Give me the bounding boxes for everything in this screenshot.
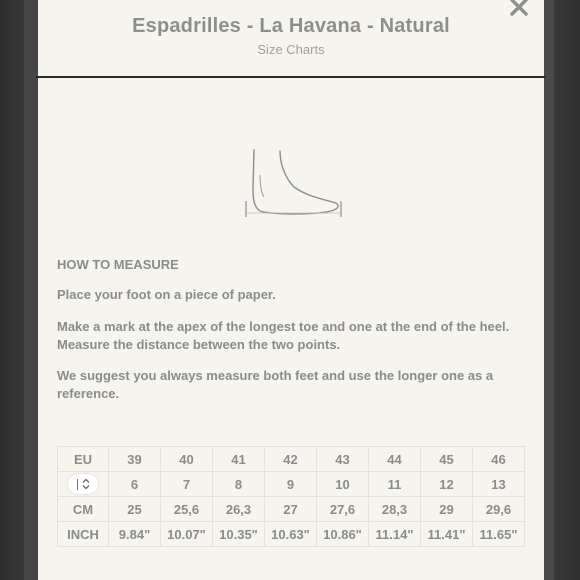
header-divider (36, 76, 546, 78)
measure-paragraph: Place your foot on a piece of paper. (57, 287, 276, 302)
table-cell: 11 (369, 472, 421, 497)
background-right (544, 0, 580, 580)
table-cell: 6 (109, 472, 161, 497)
table-row (58, 447, 525, 472)
table-cell: 45 (421, 447, 473, 472)
table-cell: 43 (317, 447, 369, 472)
table-cell: 46 (473, 447, 525, 472)
row-label: INCH (58, 522, 109, 547)
foot-outline-icon (238, 145, 348, 220)
table-cell: 41 (213, 447, 265, 472)
table-cell: 28,3 (369, 497, 421, 522)
table-row (58, 472, 525, 497)
table-row (58, 497, 525, 522)
table-cell: 9 (265, 472, 317, 497)
how-to-measure-heading: HOW TO MEASURE (57, 257, 179, 272)
measure-paragraph: We suggest you always measure both feet and use the longer one as a reference. (57, 368, 494, 401)
modal-subtitle: Size Charts (257, 42, 325, 57)
table-cell: 44 (369, 447, 421, 472)
region-stepper[interactable] (68, 474, 98, 494)
table-cell: 10.63" (265, 522, 317, 547)
table-cell: 27 (265, 497, 317, 522)
table-cell: 8 (213, 472, 265, 497)
region-select[interactable] (58, 472, 109, 497)
modal-header (38, 0, 544, 76)
table-cell: 25 (109, 497, 161, 522)
background-left (0, 0, 38, 580)
row-label: EU (58, 447, 109, 472)
table-cell: 10.35" (213, 522, 265, 547)
size-table-wrapper (57, 446, 525, 548)
text-cursor (77, 479, 78, 490)
table-cell: 27,6 (317, 497, 369, 522)
table-cell: 29 (421, 497, 473, 522)
size-chart-modal (38, 0, 544, 580)
close-icon (510, 0, 528, 16)
up-down-chevron-icon (82, 478, 90, 490)
table-cell: 26,3 (213, 497, 265, 522)
close-button[interactable] (506, 0, 532, 20)
foot-illustration (238, 145, 348, 225)
table-row (58, 522, 525, 547)
table-cell: 10 (317, 472, 369, 497)
table-cell: 25,6 (161, 497, 213, 522)
table-cell: 11.65" (473, 522, 525, 547)
measure-paragraph: Make a mark at the apex of the longest toe and one at the end of the heel. Measure the distance between the two points. (57, 319, 510, 352)
table-cell: 7 (161, 472, 213, 497)
row-label: CM (58, 497, 109, 522)
table-cell: 42 (265, 447, 317, 472)
table-cell: 11.41" (421, 522, 473, 547)
table-cell: 10.86" (317, 522, 369, 547)
table-cell: 9.84" (109, 522, 161, 547)
table-cell: 29,6 (473, 497, 525, 522)
table-cell: 11.14" (369, 522, 421, 547)
table-cell: 10.07" (161, 522, 213, 547)
modal-title: Espadrilles - La Havana - Natural (132, 15, 450, 37)
table-cell: 13 (473, 472, 525, 497)
table-cell: 39 (109, 447, 161, 472)
table-cell: 12 (421, 472, 473, 497)
table-cell: 40 (161, 447, 213, 472)
size-table (57, 446, 525, 547)
